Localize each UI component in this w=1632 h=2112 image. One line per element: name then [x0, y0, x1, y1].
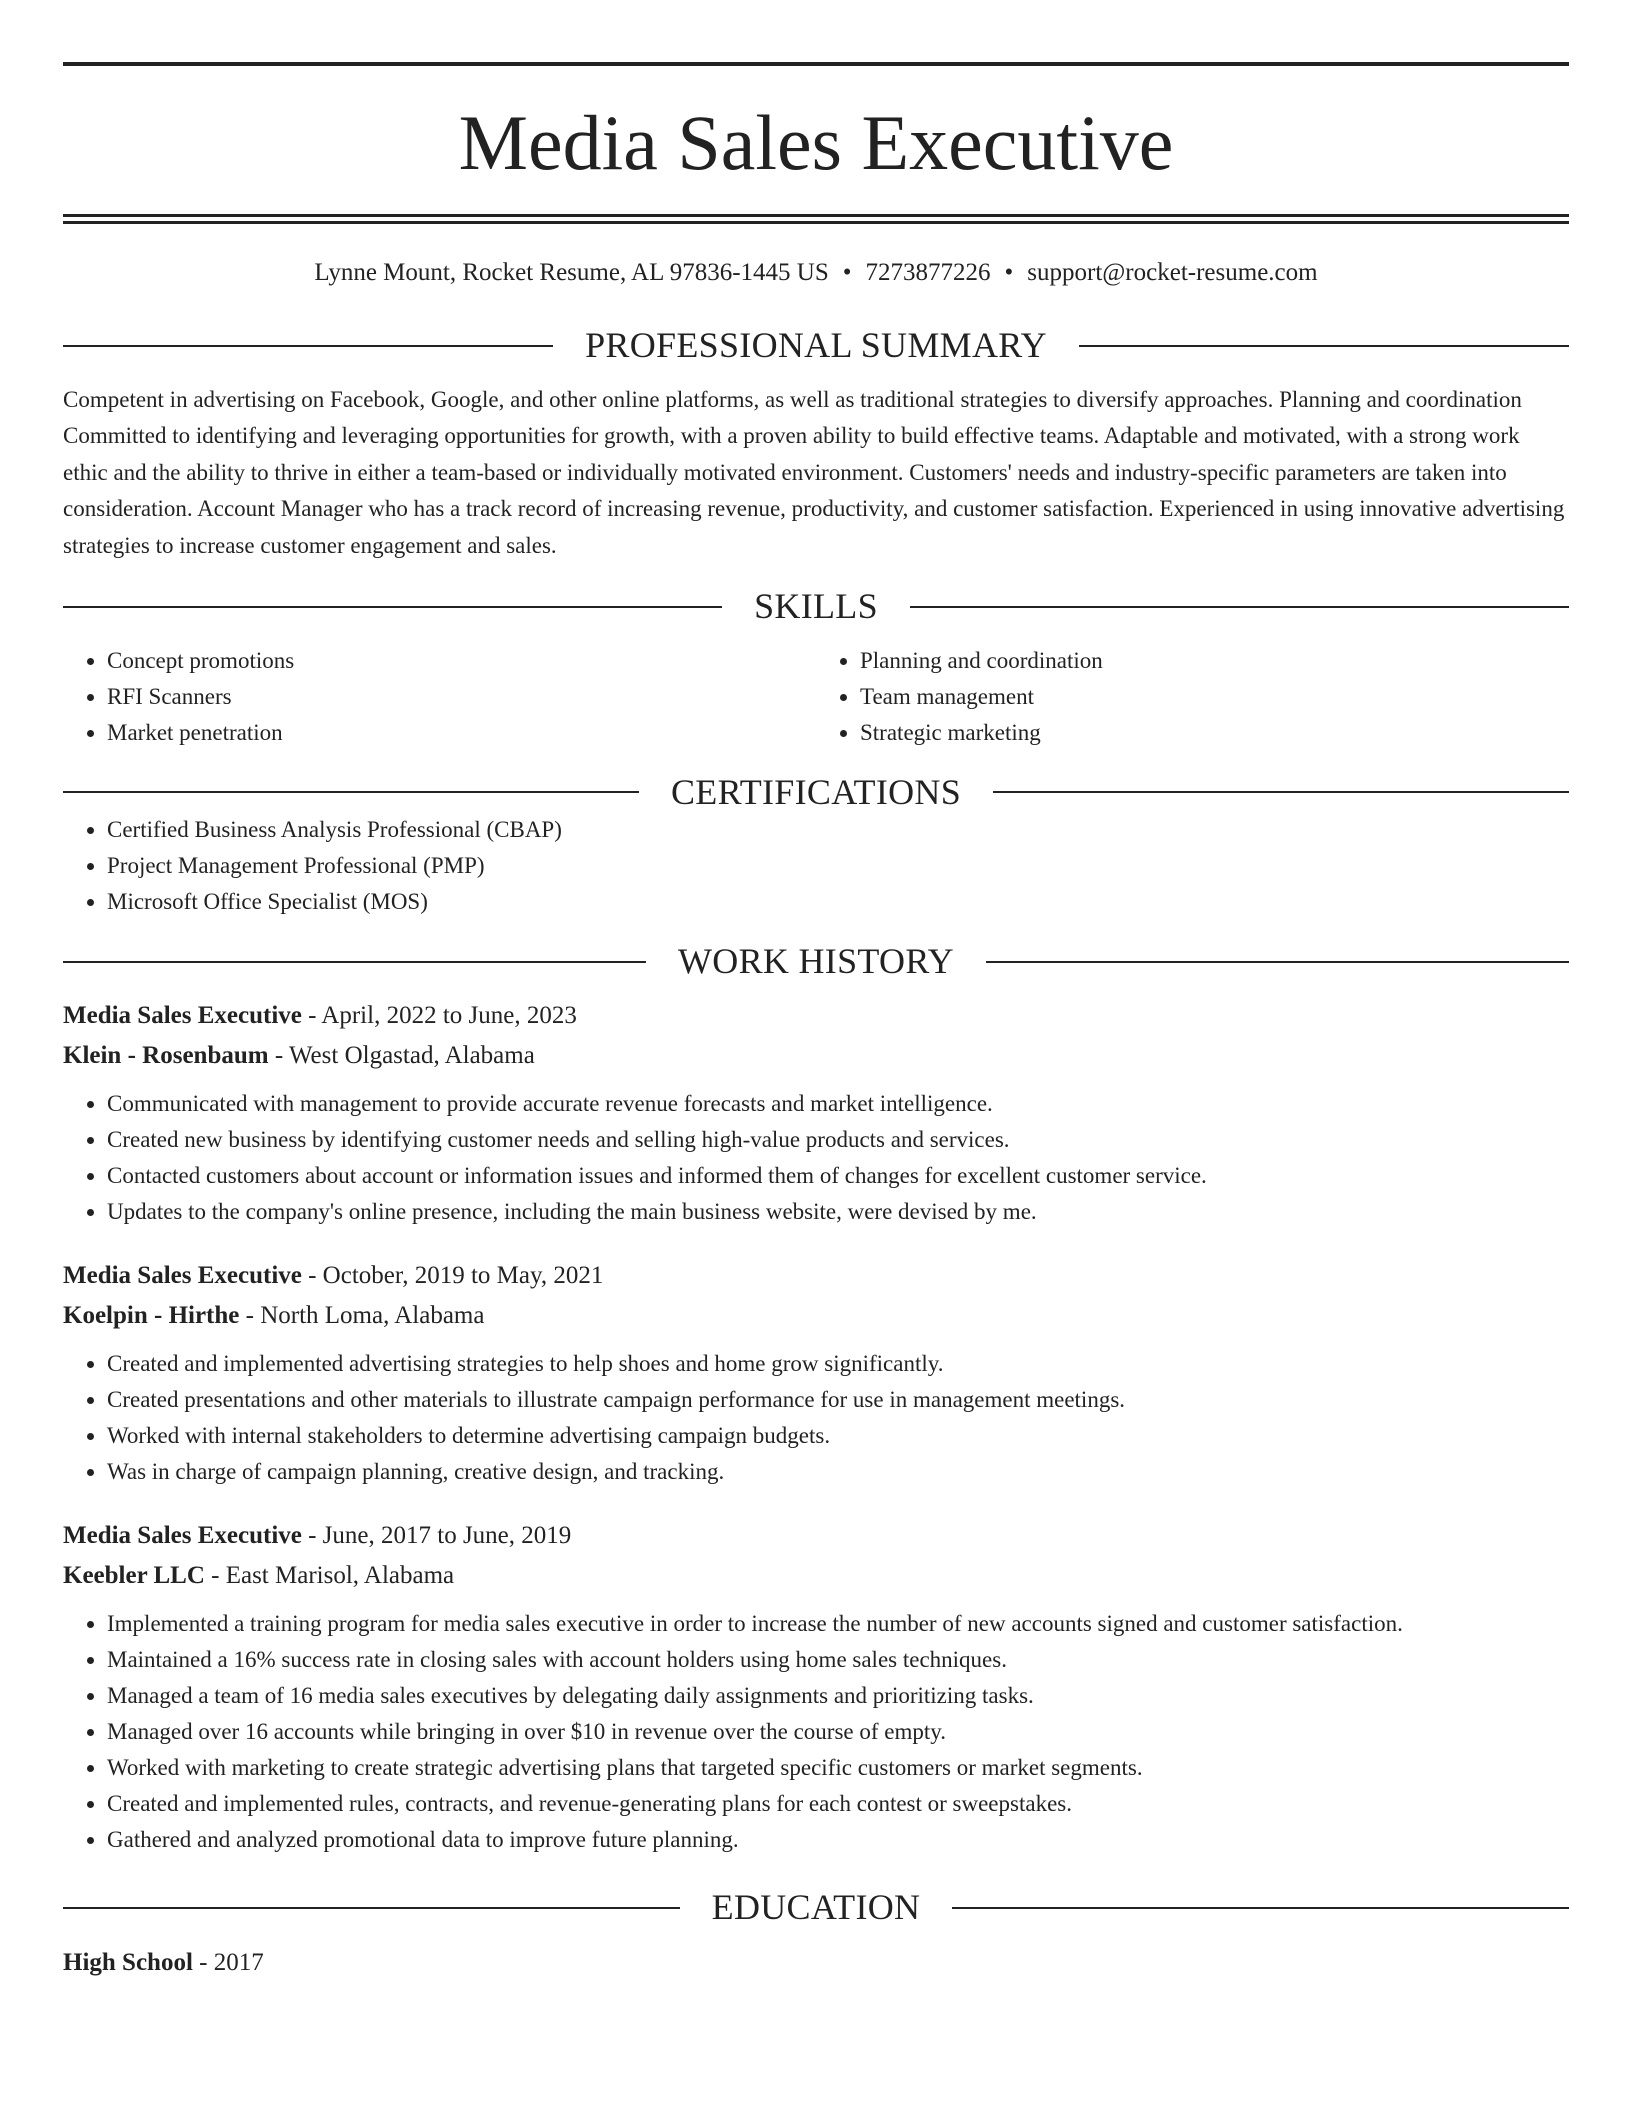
job-bullet: • Created new business by identifying customer needs and selling high-value products and services.	[107, 1122, 1569, 1158]
section-heading-work-history	[63, 942, 1569, 982]
section-heading-certifications	[63, 773, 1569, 813]
section-title: WORK HISTORY	[678, 941, 954, 982]
job-bullet: • Worked with marketing to create strategic advertising plans that targeted specific customers or market segments.	[107, 1750, 1569, 1786]
heading-rule-left	[63, 606, 722, 608]
contact-email: support@rocket-resume.com	[1027, 259, 1318, 286]
job-dates: - June, 2017 to June, 2019	[301, 1521, 572, 1549]
section-title: SKILLS	[754, 586, 878, 627]
title-double-rule	[63, 214, 1569, 224]
job-company: Koelpin - Hirthe	[63, 1301, 240, 1329]
contact-address: Lynne Mount, Rocket Resume, AL 97836-1445 US	[314, 259, 829, 286]
heading-rule-right	[993, 791, 1569, 793]
job-entry	[63, 1516, 1569, 1858]
job-bullet: • Maintained a 16% success rate in closing sales with account holders using home sales techniques.	[107, 1642, 1569, 1678]
heading-rule-right	[1079, 345, 1569, 347]
job-location: - North Loma, Alabama	[239, 1301, 485, 1329]
section-title: EDUCATION	[711, 1886, 921, 1927]
job-company-line	[63, 1556, 1569, 1596]
heading-rule-left	[63, 345, 553, 347]
job-title: Media Sales Executive	[63, 1261, 302, 1289]
contact-separator: •	[1004, 259, 1014, 286]
skill-item: • Market penetration	[107, 715, 816, 751]
job-title: Media Sales Executive	[63, 1001, 302, 1029]
section-heading-skills	[63, 587, 1569, 627]
job-bullets	[63, 1086, 1569, 1230]
job-bullet: • Updates to the company's online presence, including the main business website, were devised by me.	[107, 1194, 1569, 1230]
skill-item: • Concept promotions	[107, 643, 816, 679]
job-bullet: • Managed over 16 accounts while bringing in over $10 in revenue over the course of empty.	[107, 1714, 1569, 1750]
contact-separator: •	[842, 259, 852, 286]
job-entry	[63, 996, 1569, 1230]
education-degree: High School	[63, 1949, 193, 1977]
job-bullets	[63, 1346, 1569, 1490]
skills-column-left	[63, 643, 816, 751]
certifications-list	[63, 812, 1569, 920]
heading-rule-right	[952, 1907, 1569, 1909]
heading-rule-left	[63, 1907, 680, 1909]
education-entry	[63, 1943, 1569, 1983]
job-bullet: • Created and implemented advertising strategies to help shoes and home grow significantly.	[107, 1346, 1569, 1382]
skill-item: • Team management	[860, 679, 1569, 715]
job-dates: - April, 2022 to June, 2023	[301, 1001, 577, 1029]
section-heading-education	[63, 1888, 1569, 1928]
job-bullet: • Implemented a training program for media sales executive in order to increase the number of new accounts signed and customer satisfaction.	[107, 1606, 1569, 1642]
job-company: Keebler LLC	[63, 1561, 205, 1589]
job-bullet: • Was in charge of campaign planning, creative design, and tracking.	[107, 1454, 1569, 1490]
job-bullet: • Communicated with management to provide accurate revenue forecasts and market intelligence.	[107, 1086, 1569, 1122]
job-title-line	[63, 1516, 1569, 1556]
skill-item: • Strategic marketing	[860, 715, 1569, 751]
job-company-line	[63, 1036, 1569, 1076]
skills-list	[63, 643, 1569, 751]
heading-rule-right	[986, 961, 1569, 963]
job-bullet: • Contacted customers about account or information issues and informed them of changes for excellent customer service.	[107, 1158, 1569, 1194]
job-dates: - October, 2019 to May, 2021	[301, 1261, 604, 1289]
section-title: PROFESSIONAL SUMMARY	[585, 325, 1047, 365]
job-title: Media Sales Executive	[63, 1521, 302, 1549]
job-bullet: • Managed a team of 16 media sales executives by delegating daily assignments and prioritizing tasks.	[107, 1678, 1569, 1714]
skill-item: • RFI Scanners	[107, 679, 816, 715]
education-year: - 2017	[192, 1949, 264, 1977]
skills-column-right	[816, 643, 1569, 751]
certification-item: • Project Management Professional (PMP)	[107, 848, 1569, 884]
skill-item: • Planning and coordination	[860, 643, 1569, 679]
job-location: - East Marisol, Alabama	[204, 1561, 455, 1589]
job-bullet: • Created and implemented rules, contracts, and revenue-generating plans for each contest or sweepstakes.	[107, 1786, 1569, 1822]
job-title-line	[63, 996, 1569, 1036]
contact-line	[63, 258, 1569, 288]
job-company: Klein - Rosenbaum	[63, 1041, 269, 1069]
section-title: CERTIFICATIONS	[670, 771, 962, 812]
contact-phone: 7273877226	[865, 259, 991, 286]
summary-paragraph: Competent in advertising on Facebook, Google, and other online platforms, as well as traditional strategies to diversify approaches. Planning and coordination Committed to identifying and leveraging opportunities for growth, with a proven ability to build effective teams. Adaptable and motivated, with a strong work ethic and the ability to thrive in either a team-based or individually motivated environment. Customers' needs and industry-specific parameters are taken into consideration. Account Manager who has a track record of increasing revenue, productivity, and customer satisfaction. Experienced in using innovative advertising strategies to increase customer engagement and sales.	[63, 386, 1565, 558]
certification-item: • Microsoft Office Specialist (MOS)	[107, 884, 1569, 920]
job-bullet: • Created presentations and other materials to illustrate campaign performance for use in management meetings.	[107, 1382, 1569, 1418]
section-heading-summary	[63, 326, 1569, 366]
job-bullet: • Gathered and analyzed promotional data to improve future planning.	[107, 1822, 1569, 1858]
job-bullet: • Worked with internal stakeholders to determine advertising campaign budgets.	[107, 1418, 1569, 1454]
job-title-line	[63, 1256, 1569, 1296]
job-bullets	[63, 1606, 1569, 1858]
heading-rule-right	[910, 606, 1569, 608]
certification-item: • Certified Business Analysis Professional (CBAP)	[107, 812, 1569, 848]
top-rule	[63, 62, 1569, 66]
heading-rule-left	[63, 961, 646, 963]
job-company-line	[63, 1296, 1569, 1336]
heading-rule-left	[63, 791, 639, 793]
resume-title: Media Sales Executive	[458, 99, 1174, 186]
job-location: - West Olgastad, Alabama	[268, 1041, 535, 1069]
job-entry	[63, 1256, 1569, 1490]
